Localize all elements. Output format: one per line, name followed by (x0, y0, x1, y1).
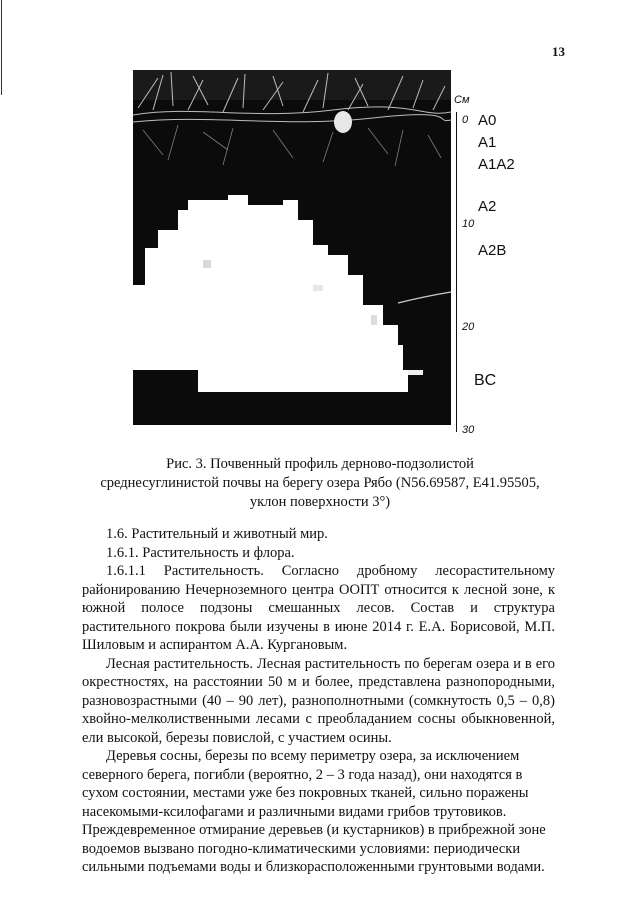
caption-line: Рис. 3. Почвенный профиль дерново-подзолистой (166, 456, 474, 472)
body-text (82, 525, 555, 877)
tick-0: 0 (462, 114, 469, 126)
horizon-a0: A0 (478, 112, 497, 129)
horizon-a1a2: A1A2 (478, 156, 515, 173)
caption-line: уклон поверхности 3°) (249, 494, 391, 510)
caption-line: среднесуглинистой почвы на берегу озера Рябо (N56.69587, E41.95505, (100, 475, 540, 491)
tick-20: 20 (462, 321, 475, 333)
scale-unit-label: См (454, 94, 470, 106)
figure-caption (100, 455, 540, 512)
tick-10: 10 (462, 218, 475, 230)
section-heading: 1.6. Растительный и животный мир. (106, 526, 328, 542)
scale-axis (456, 112, 457, 432)
page-number: 13 (552, 44, 565, 59)
scan-margin-line (1, 0, 2, 95)
paragraph: Лесная растительность. Лесная растительность по берегам озера и в его окрестностях, на расстоянии 50 м и более, представлена разнопородными, разновозрастными (40 – 90 лет), разнополнотными (сомкнутость 0,5 – 0,8) хвойно-мелколиственными лесами с преобладанием сосны обыкновенной, ели высокой, березы повислой, с участием осины. (82, 655, 555, 746)
soil-profile-photo (133, 70, 451, 425)
subsection-heading: 1.6.1. Растительность и флора. (106, 544, 295, 561)
paragraph: Деревья сосны, березы по всему периметру озера, за исключением северного берега, погибли (вероятно, 2 – 3 года назад), они находятся в сухом состоянии, местами уже без покровных тканей, сильно поражены насекомыми-ксилофагами и различными видами грибов трутовиков. Преждевременное отмирание деревьев (и кустарников) в прибрежной зоне водоемов вызвано погодно-климатическими условиями: периодически сильными подъемами воды и близкорасположенными грунтовыми водами. (82, 748, 546, 875)
horizon-bc: BC (474, 372, 497, 389)
paragraph: 1.6.1.1 Растительность. Согласно дробному лесорастительному районированию Нечерноземного центра ООПТ относится к лесной зоне, к южной полосе подзоны смешанных лесов. Состав и структура растительного покрова были изучены в июне 2014 г. Е.А. Борисовой, М.П. Шиловым и аспирантом А.А. Кургановым. (82, 563, 555, 653)
tick-30: 30 (462, 424, 475, 436)
horizon-a2b: A2B (478, 242, 507, 259)
horizon-a1: A1 (478, 134, 497, 151)
horizon-a2: A2 (478, 198, 497, 215)
depth-scale (452, 90, 532, 440)
